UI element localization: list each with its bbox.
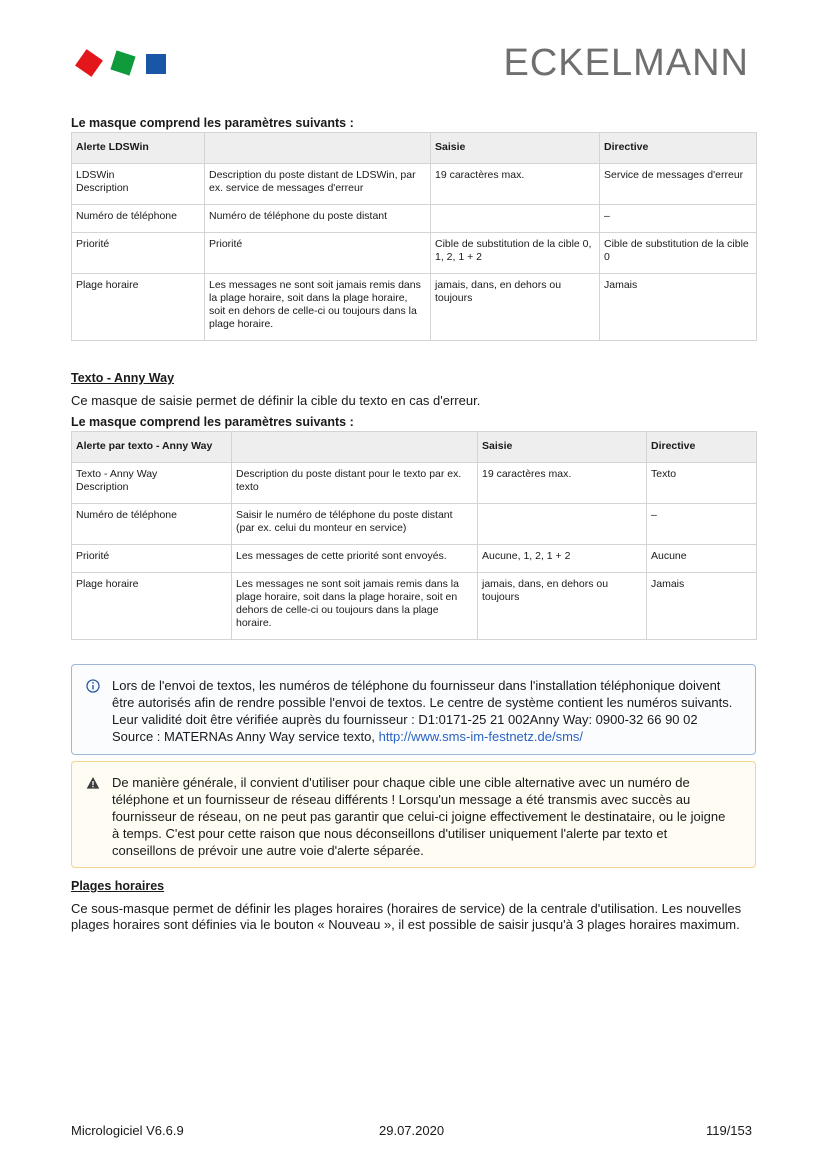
table-header-cell: Saisie xyxy=(478,432,647,463)
info-icon xyxy=(86,679,100,693)
table-cell: Les messages ne sont soit jamais remis dans la plage horaire, soit dans la plage horaire, soit en dehors de celle-ci ou toujours dans la plage horaire. xyxy=(232,573,478,640)
table-cell: Jamais xyxy=(600,274,757,341)
table-cell: Saisir le numéro de téléphone du poste distant (par ex. celui du monteur en service) xyxy=(232,504,478,545)
section2-intro: Le masque comprend les paramètres suivants : xyxy=(71,415,354,429)
warning-icon xyxy=(86,776,100,790)
table-cell: 19 caractères max. xyxy=(478,463,647,504)
table-cell: Cible de substitution de la cible 0, 1, 2, 1 + 2 xyxy=(431,233,600,274)
table-cell: – xyxy=(647,504,757,545)
table-row xyxy=(72,504,757,545)
table-header-cell: Directive xyxy=(600,133,757,164)
table-header-row xyxy=(72,133,757,164)
table-cell: Service de messages d'erreur xyxy=(600,164,757,205)
table-cell: Numéro de téléphone xyxy=(72,205,205,233)
section3-title: Plages horaires xyxy=(71,879,165,893)
table-row xyxy=(72,545,757,573)
info-note-text xyxy=(112,677,735,745)
table-cell: Description du poste distant de LDSWin, par ex. service de messages d'erreur xyxy=(205,164,431,205)
footer-product: Micrologiciel V6.6.9 xyxy=(71,1123,184,1138)
table-cell xyxy=(478,504,647,545)
ldswin-table xyxy=(71,132,757,341)
info-note-body: Lors de l'envoi de textos, les numéros de téléphone du fournisseur dans l'installation téléphonique doivent être autorisés afin de rendre possible l'envoi de textos. Le centre de système contient les numéros suivants. Leur validité doit être vérifiée auprès du fournisseur : D1:0171-25 21 002Anny Way: 0900-32 66 90 02 Source : MATERNAs Anny Way service texto, xyxy=(112,678,733,744)
section2-title: Texto - Anny Way xyxy=(71,371,175,385)
warning-note-text: De manière générale, il convient d'utiliser pour chaque cible une cible alternative avec un numéro de téléphone et un fournisseur de réseau différents ! Lorsqu'un message a été transmis avec succès au fournisseur de réseau, on ne peut pas garantir que celui-ci joigne effectivement le destinataire, ou le joigne à temps. C'est pour cette raison que nous déconseillons d'utiliser uniquement l'alerte par texto et conseillons de prévoir une autre voie d'alerte séparée. xyxy=(112,775,726,858)
table-cell: Cible de substitution de la cible 0 xyxy=(600,233,757,274)
table-cell xyxy=(431,205,600,233)
info-note xyxy=(71,664,756,755)
table-row xyxy=(72,274,757,341)
section1-intro: Le masque comprend les paramètres suivants : xyxy=(71,116,354,130)
table-header-cell: Directive xyxy=(647,432,757,463)
table-header-cell: Alerte LDSWin xyxy=(72,133,205,164)
table-cell: Plage horaire xyxy=(72,274,205,341)
table-cell: Texto - Anny Way Description xyxy=(72,463,232,504)
table-row xyxy=(72,573,757,640)
table-row xyxy=(72,205,757,233)
table-cell: Les messages ne sont soit jamais remis dans la plage horaire, soit dans la plage horaire, soit en dehors de celle-ci ou toujours dans la plage horaire. xyxy=(205,274,431,341)
section2-description: Ce masque de saisie permet de définir la cible du texto en cas d'erreur. xyxy=(71,393,481,408)
table-cell: Plage horaire xyxy=(72,573,232,640)
table-header-cell xyxy=(232,432,478,463)
table-header-cell: Alerte par texto - Anny Way xyxy=(72,432,232,463)
table-header-row xyxy=(72,432,757,463)
logo-green-square xyxy=(110,50,135,75)
footer-date: 29.07.2020 xyxy=(379,1123,445,1138)
table-row xyxy=(72,463,757,504)
table-row xyxy=(72,233,757,274)
table-cell: – xyxy=(600,205,757,233)
table-cell: Jamais xyxy=(647,573,757,640)
table-cell: Aucune, 1, 2, 1 + 2 xyxy=(478,545,647,573)
materna-link[interactable]: http://www.sms-im-festnetz.de/sms/ xyxy=(378,729,584,744)
table-header-cell xyxy=(205,133,431,164)
section3-description: Ce sous-masque permet de définir les plages horaires (horaires de service) de la centrale d'utilisation. Les nouvelles plages horaires sont définies via le bouton « Nouveau », il est possible de saisir jusqu'à 3 plages horaires maximum. xyxy=(71,901,742,932)
table-cell: jamais, dans, en dehors ou toujours xyxy=(478,573,647,640)
table-cell: Numéro de téléphone xyxy=(72,504,232,545)
footer-page-number: 119/153 xyxy=(705,1123,752,1138)
table-cell: Numéro de téléphone du poste distant xyxy=(205,205,431,233)
table-cell: Aucune xyxy=(647,545,757,573)
table-cell: Les messages de cette priorité sont envoyés. xyxy=(232,545,478,573)
table-cell: Description du poste distant pour le texto par ex. texto xyxy=(232,463,478,504)
texto-table-wrap xyxy=(71,431,756,640)
brand-wordmark: ECKELMANN xyxy=(503,42,749,84)
logo-blue-square xyxy=(146,54,166,74)
table-header-cell: Saisie xyxy=(431,133,600,164)
logo-red-square xyxy=(75,49,103,77)
table-row xyxy=(72,164,757,205)
table-cell: jamais, dans, en dehors ou toujours xyxy=(431,274,600,341)
table-cell: Priorité xyxy=(72,233,205,274)
texto-table xyxy=(71,431,757,640)
warning-note xyxy=(71,761,756,868)
table-cell: Priorité xyxy=(205,233,431,274)
table-cell: Texto xyxy=(647,463,757,504)
table-cell: Priorité xyxy=(72,545,232,573)
eckelmann-logo-squares xyxy=(72,46,168,80)
table-cell: 19 caractères max. xyxy=(431,164,600,205)
ldswin-table-wrap xyxy=(71,132,756,341)
table-cell: LDSWin Description xyxy=(72,164,205,205)
